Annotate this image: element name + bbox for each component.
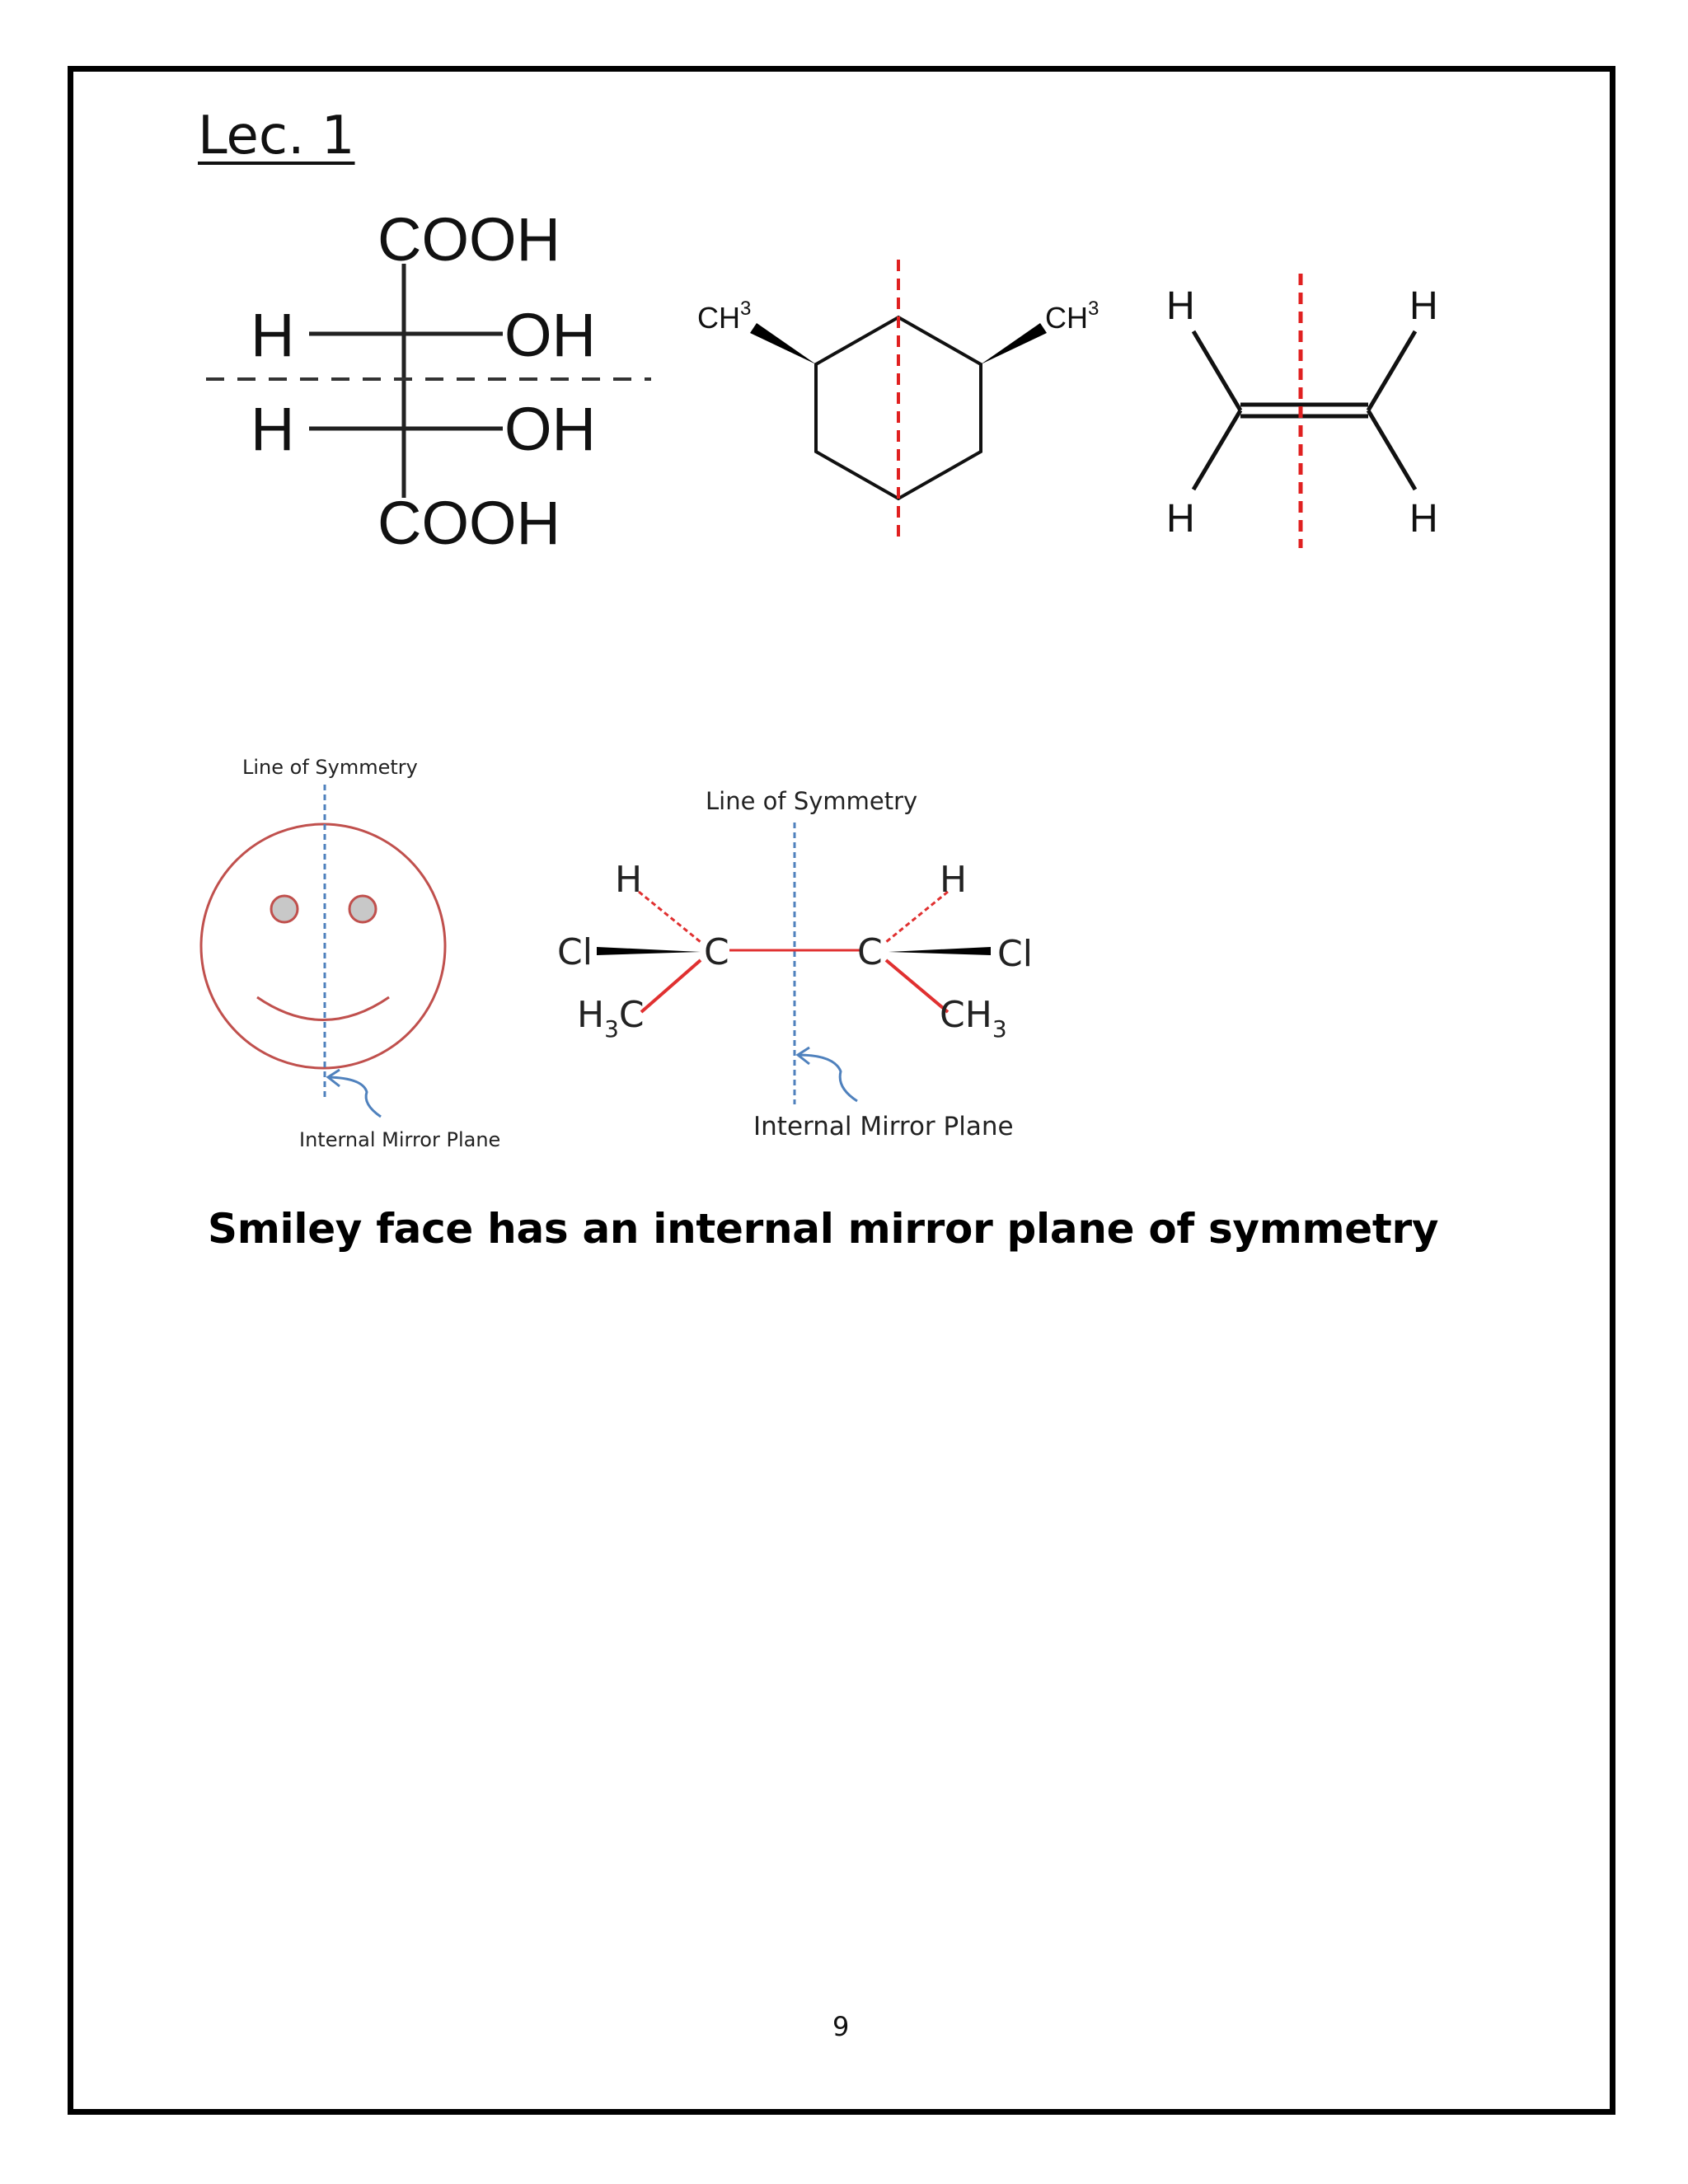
smiley-face-outline xyxy=(201,824,445,1068)
cl-left-label: Cl xyxy=(557,931,593,973)
bond-bottom-left xyxy=(1193,410,1240,490)
dichloro-line-of-symmetry-label: Line of Symmetry xyxy=(706,787,918,815)
cl-right-label: Cl xyxy=(997,933,1033,975)
smiley-left-eye xyxy=(271,896,298,922)
ethene-structure xyxy=(1166,274,1438,548)
ch3-label: $CH_3$ xyxy=(940,994,1007,1043)
ch3-left-label: $CH^3$ xyxy=(697,298,752,335)
caption-text: Smiley face has an internal mirror plane of symmetry xyxy=(208,1205,1439,1253)
wedge-bond-left xyxy=(750,323,816,364)
cyclohexane-structure xyxy=(697,260,1099,544)
c-right-label: C xyxy=(857,931,883,973)
c-left-label: C xyxy=(704,931,729,973)
h-top-right-label: H xyxy=(1409,284,1438,328)
bond-ch3-left xyxy=(641,960,701,1012)
h3c-label: $H_3C$ xyxy=(577,994,645,1043)
smiley-mouth xyxy=(257,997,389,1020)
cooh-top-label: COOH xyxy=(377,205,560,274)
page-number: 9 xyxy=(832,2011,850,2042)
h-lower-label: H xyxy=(251,395,295,463)
smiley-mirror-plane-label: Internal Mirror Plane xyxy=(299,1128,501,1151)
h-bottom-left-label: H xyxy=(1166,497,1195,541)
h-right-label: H xyxy=(940,859,968,901)
oh-upper-label: OH xyxy=(504,301,596,369)
h-upper-label: H xyxy=(251,301,295,369)
dichloro-symmetry-figure xyxy=(557,787,1033,1141)
smiley-symmetry-figure xyxy=(201,756,500,1151)
h-top-left-label: H xyxy=(1166,284,1195,328)
wedge-bond-right xyxy=(981,323,1047,364)
bond-bottom-right xyxy=(1368,410,1415,490)
oh-lower-label: OH xyxy=(504,395,596,463)
h-left-label: H xyxy=(615,859,643,901)
dash-bond-h-left xyxy=(639,892,701,942)
bond-top-right xyxy=(1368,331,1415,410)
ch3-right-label: $CH^3$ xyxy=(1045,298,1100,335)
tartaric-acid-fischer xyxy=(206,205,651,557)
h-bottom-right-label: H xyxy=(1409,497,1438,541)
cooh-bottom-label: COOH xyxy=(377,489,560,557)
bond-ch3-right xyxy=(886,960,948,1012)
smiley-right-eye xyxy=(349,896,376,922)
smiley-line-of-symmetry-label: Line of Symmetry xyxy=(242,756,418,779)
dichloro-mirror-plane-label: Internal Mirror Plane xyxy=(753,1112,1014,1141)
wedge-bond-cl-right xyxy=(889,947,991,955)
lecture-title: Lec. 1 xyxy=(198,105,355,166)
bond-top-left xyxy=(1193,331,1240,410)
dash-bond-h-right xyxy=(886,892,948,942)
wedge-bond-cl-left xyxy=(597,947,701,955)
